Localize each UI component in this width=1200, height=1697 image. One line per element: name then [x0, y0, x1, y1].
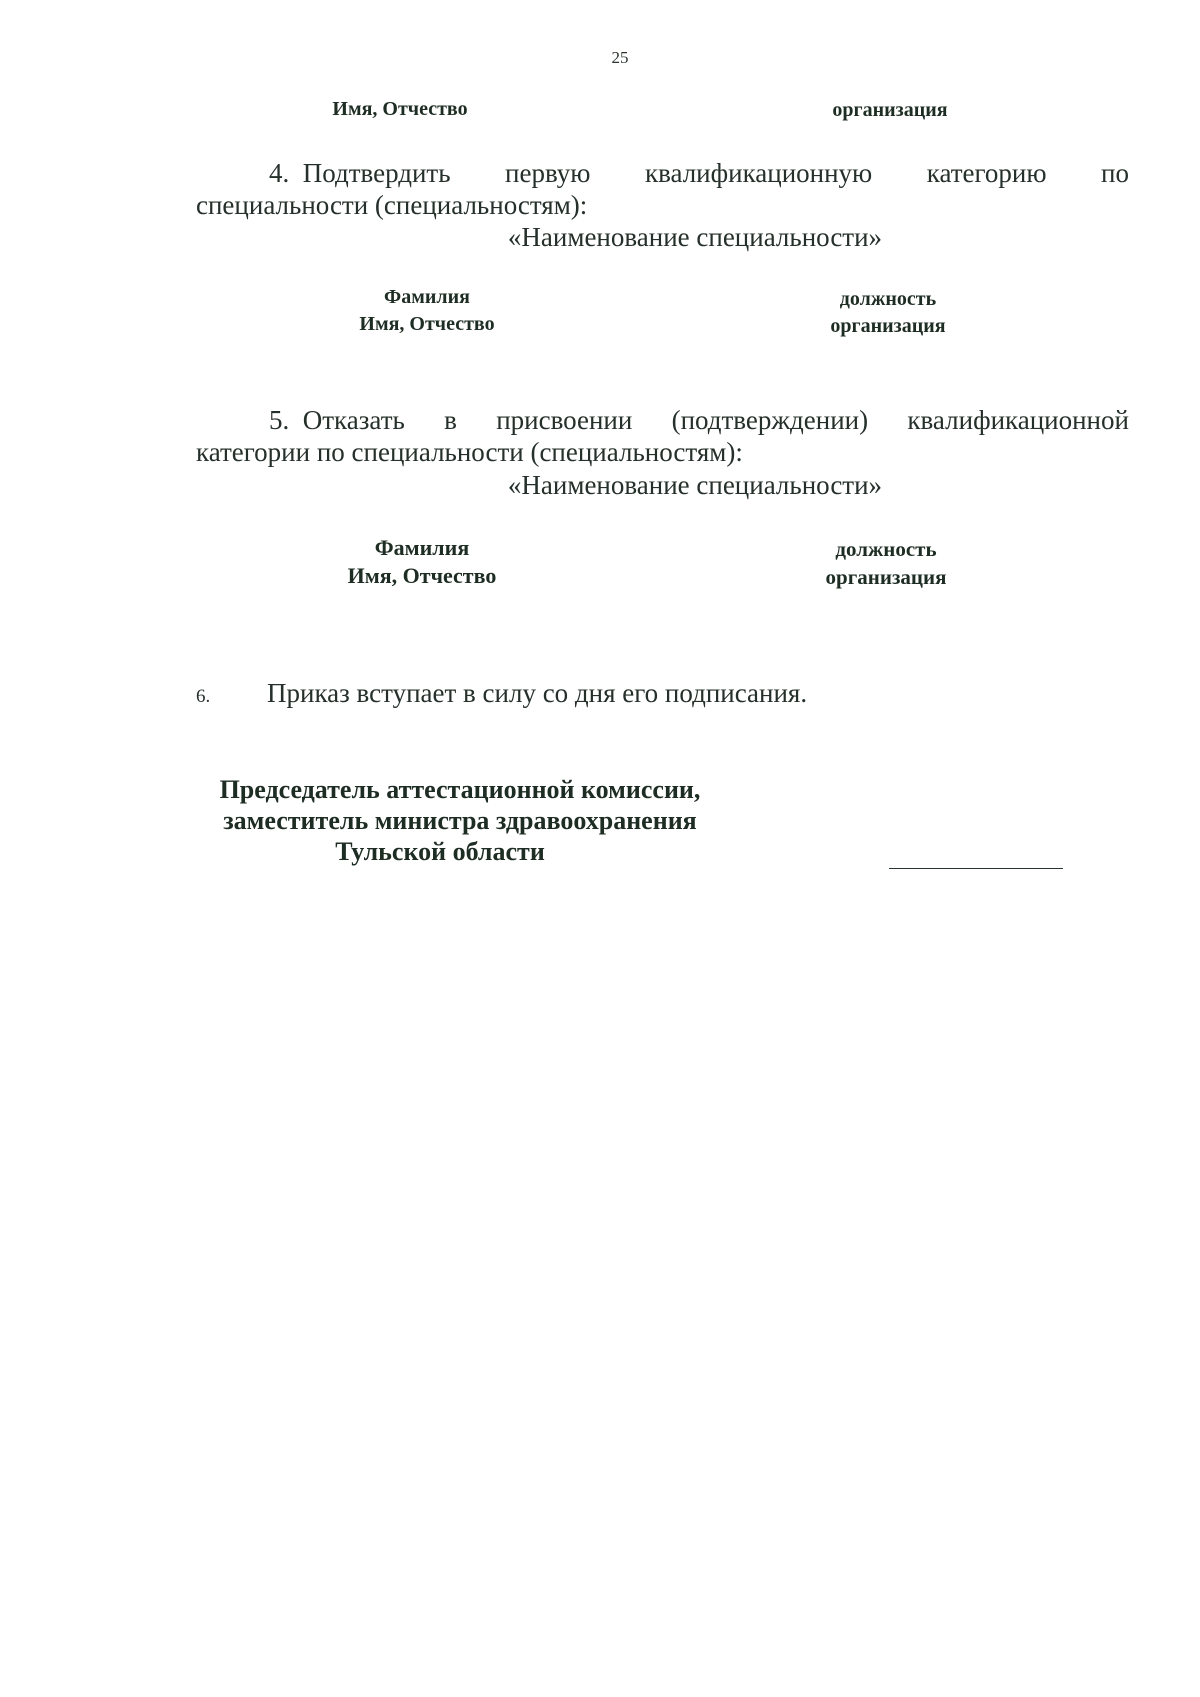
item4-organization: организация — [830, 315, 946, 337]
item5-word-1: Отказать — [302, 405, 405, 435]
item4-specialty: «Наименование специальности» — [507, 222, 883, 252]
item4-number: 4. — [269, 158, 290, 188]
item4-position: должность — [839, 288, 937, 310]
item5-second-line: категории по специальности (специальностям): — [196, 437, 743, 467]
signature-title-line-3: Тульской области — [335, 837, 545, 866]
signature-title-line-1: Председатель аттестационной комиссии, — [219, 775, 701, 804]
item5-first-line — [196, 405, 1129, 436]
item4-word-3: квалификационную — [644, 158, 873, 188]
carryover-name: Имя, Отчество — [332, 98, 468, 120]
item5-word-5: квалификационной — [907, 405, 1129, 435]
item5-number: 5. — [269, 405, 290, 435]
item4-first-line — [196, 158, 1129, 189]
item4-second-line: специальности (специальностям): — [196, 190, 588, 220]
item5-organization: организация — [825, 565, 947, 589]
item5-word-3: присвоении — [496, 405, 633, 435]
item4-surname: Фамилия — [384, 286, 470, 308]
item5-position: должность — [835, 537, 937, 561]
signature-line — [889, 868, 1063, 869]
item5-word-4: (подтверждении) — [671, 405, 869, 435]
item4-lead — [196, 158, 451, 189]
item5-surname: Фамилия — [374, 535, 470, 560]
signature-title-line-2: заместитель министра здравоохранения — [223, 806, 697, 835]
item4-word-5: по — [1101, 158, 1129, 188]
item5-word-2: в — [444, 405, 457, 435]
item5-lead — [196, 405, 405, 436]
carryover-organization: организация — [832, 99, 948, 121]
item5-name: Имя, Отчество — [347, 563, 497, 588]
page-number: 25 — [611, 48, 629, 67]
item4-word-2: первую — [505, 158, 591, 188]
item5-specialty: «Наименование специальности» — [507, 470, 883, 500]
item4-word-4: категорию — [926, 158, 1047, 188]
item6-text: Приказ вступает в силу со дня его подписания. — [267, 678, 808, 708]
signature-block — [190, 774, 730, 867]
item4-word-1: Подтвердить — [302, 158, 451, 188]
item4-name: Имя, Отчество — [359, 313, 495, 335]
item6-number: 6. — [196, 686, 211, 707]
